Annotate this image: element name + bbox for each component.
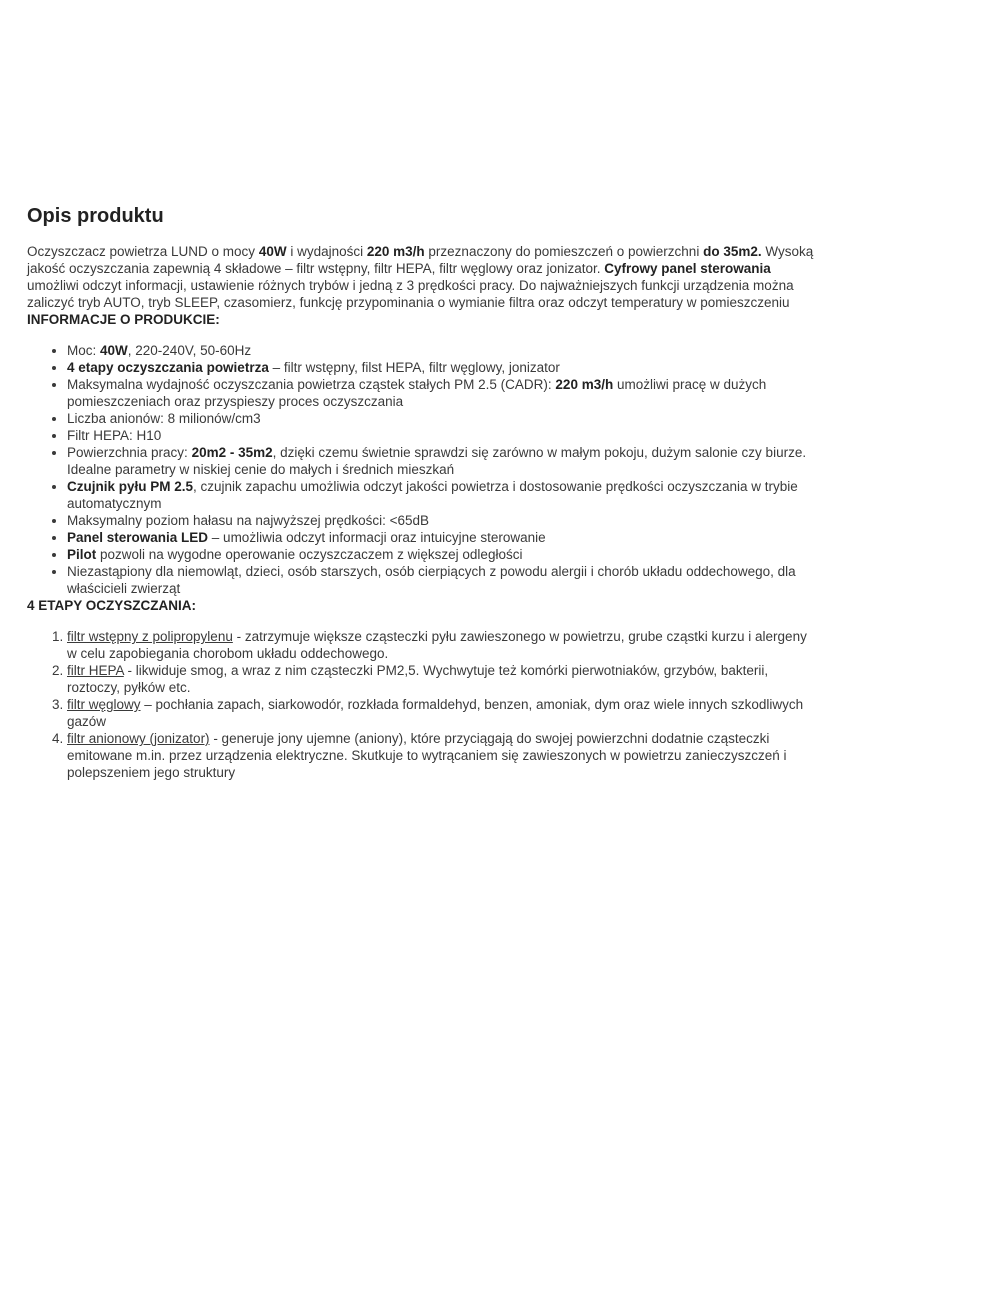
info-list-item [67, 444, 817, 478]
text-run: - generuje jony ujemne (aniony), które przyciągają do swojej powierzchni dodatnie cząsteczki emitowane m.in. przez urządzenia elektryczne. Skutkuje to wytrącaniem się zawieszonych w powietrzu zanieczyszczeń i polepszeniem jego struktury [67, 731, 787, 780]
bold-text: 220 m3/h [366, 244, 425, 259]
text-run: – umożliwia odczyt informacji oraz intuicyjne sterowanie [208, 530, 546, 545]
info-list-item [67, 342, 817, 359]
info-list [27, 342, 817, 597]
info-list-item [67, 376, 817, 410]
stages-list [27, 628, 817, 781]
text-run: – filtr wstępny, filst HEPA, filtr węglowy, jonizator [268, 360, 560, 375]
info-list-item [67, 427, 817, 444]
text-run: , 220-240V, 50-60Hz [127, 343, 252, 358]
text-run: Wysoką jakość oczyszczania zapewnią 4 składowe – filtr wstępny, filtr HEPA, filtr węglowy oraz jonizator. [27, 244, 814, 276]
stage-list-item [67, 628, 817, 662]
stage-filter-name: filtr węglowy [67, 697, 141, 712]
bold-text: Pilot [67, 547, 97, 562]
bold-text: Panel sterowania LED [67, 530, 209, 545]
info-list-item [67, 410, 817, 427]
text-run: umożliwi odczyt informacji, ustawienie różnych trybów i jedną z 3 prędkości pracy. Do najważniejszych funkcji urządzenia można zaliczyć tryb AUTO, tryb SLEEP, czasomierz, funkcję przypominania o wymianie filtra oraz odczyt temperatury w pomieszczeniu [27, 278, 794, 310]
bold-text: 220 m3/h [555, 377, 614, 392]
text-run: i wydajności [286, 244, 367, 259]
text-run: Oczyszczacz powietrza LUND o mocy [27, 244, 259, 259]
intro-paragraph [27, 243, 817, 311]
info-heading: INFORMACJE O PRODUKCIE: [27, 312, 220, 327]
stage-filter-name: filtr HEPA [67, 663, 124, 678]
text-run: umożliwi pracę w dużych pomieszczeniach oraz przyspieszy proces oczyszczania [67, 377, 767, 409]
info-list-item [67, 563, 817, 597]
text-run: Filtr HEPA: H10 [67, 428, 162, 443]
text-run: pozwoli na wygodne operowanie oczyszczaczem z większej odległości [96, 547, 523, 562]
bold-text: do 35m2. [703, 244, 762, 259]
stages-heading: 4 ETAPY OCZYSZCZANIA: [27, 598, 197, 613]
text-run: Maksymalny poziom hałasu na najwyższej prędkości: <65dB [67, 513, 430, 528]
stage-list-item [67, 730, 817, 781]
text-run: Maksymalna wydajność oczyszczania powietrza cząstek stałych PM 2.5 (CADR): [67, 377, 556, 392]
page-title: Opis produktu [27, 205, 164, 227]
stage-filter-name: filtr wstępny z polipropylenu [67, 629, 233, 644]
text-run: przeznaczony do pomieszczeń o powierzchni [424, 244, 704, 259]
info-list-item [67, 359, 817, 376]
info-list-item [67, 478, 817, 512]
stage-list-item [67, 696, 817, 730]
bold-text: 40W [100, 343, 128, 358]
text-run: Moc: [67, 343, 101, 358]
info-list-item [67, 512, 817, 529]
text-run: - zatrzymuje większe cząsteczki pyłu zawieszonego w powietrzu, grube cząstki kurzu i alergeny w celu zapobiegania chorobom układu oddechowego. [67, 629, 807, 661]
info-list-item [67, 546, 817, 563]
bold-text: 4 etapy oczyszczania powietrza [67, 360, 269, 375]
info-list-item [67, 529, 817, 546]
text-run: Niezastąpiony dla niemowląt, dzieci, osób starszych, osób cierpiących z powodu alergii i chorób układu oddechowego, dla właścicieli zwierząt [67, 564, 796, 596]
bold-text: 40W [258, 244, 287, 259]
text-run: , czujnik zapachu umożliwia odczyt jakości powietrza i dostosowanie prędkości oczyszczania w trybie automatycznym [67, 479, 798, 511]
stage-filter-name: filtr anionowy (jonizator) [67, 731, 210, 746]
bold-text: 20m2 - 35m2 [191, 445, 273, 460]
text-run: - likwiduje smog, a wraz z nim cząsteczki PM2,5. Wychwytuje też komórki pierwotniaków, grzybów, bakterii, roztoczy, pyłków etc. [67, 663, 769, 695]
text-run: , dzięki czemu świetnie sprawdzi się zarówno w małym pokoju, dużym salonie czy biurze. Idealne parametry w niskiej cenie do małych i średnich mieszkań [67, 445, 807, 477]
bold-text: Cyfrowy panel sterowania [604, 261, 771, 276]
stage-list-item [67, 662, 817, 696]
text-run: Liczba anionów: 8 milionów/cm3 [67, 411, 261, 426]
text-run: – pochłania zapach, siarkowodór, rozkłada formaldehyd, benzen, amoniak, dym oraz wiele innych szkodliwych gazów [67, 697, 804, 729]
product-description [27, 203, 817, 781]
text-run: Powierzchnia pracy: [67, 445, 192, 460]
bold-text: Czujnik pyłu PM 2.5 [67, 479, 194, 494]
